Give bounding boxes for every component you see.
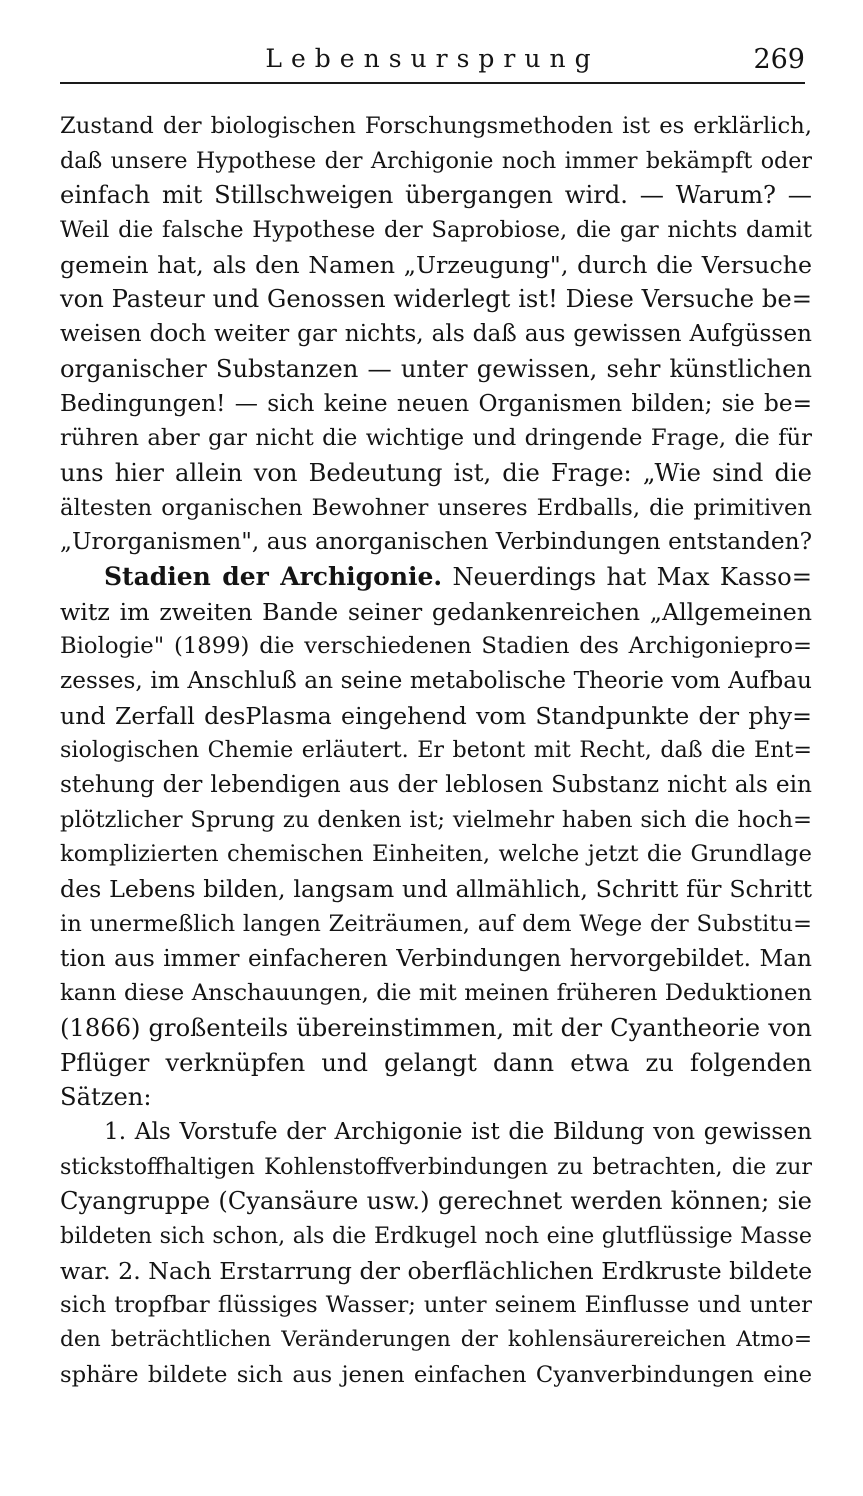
text-line: weisen doch weiter gar nichts, als daß aus gewissen Aufgüssen — [60, 320, 812, 348]
text-line: uns hier allein von Bedeutung ist, die Frage: „Wie sind die — [60, 458, 812, 487]
list-line: stickstoffhaltigen Kohlenstoffverbindungen zu betrachten, die zur — [60, 1153, 812, 1180]
list-line: bildeten sich schon, als die Erdkugel noch eine glutflüssige Masse — [60, 1223, 812, 1249]
text-line: plötzlicher Sprung zu denken ist; vielmehr haben sich die hoch= — [60, 806, 812, 833]
text-line: „Urorganismen", aus anorganischen Verbindungen entstanden? — [60, 528, 812, 556]
list-line: sphäre bildete sich aus jenen einfachen Cyanverbindungen eine — [60, 1361, 812, 1388]
text-line: daß unsere Hypothese der Archigonie noch immer bekämpft oder — [60, 147, 812, 174]
page-number: 269 — [753, 44, 805, 75]
text-line: Sätzen: — [60, 1083, 152, 1112]
list-line: 1. Als Vorstufe der Archigonie ist die Bildung von gewissen — [104, 1117, 812, 1145]
text-line: (1866) großenteils übereinstimmen, mit der Cyantheorie von — [60, 1013, 812, 1042]
list-line: sich tropfbar flüssiges Wasser; unter seinem Einflusse und unter — [60, 1292, 812, 1319]
text-line: rühren aber gar nicht die wichtige und dringende Frage, die für — [60, 425, 812, 452]
text-line: Weil die falsche Hypothese der Saprobiose, die gar nichts damit — [60, 217, 812, 244]
list-line: Cyangruppe (Cyansäure usw.) gerechnet werden können; sie — [60, 1187, 812, 1216]
text-line: ältesten organischen Bewohner unseres Erdballs, die primitiven — [60, 494, 812, 521]
text-line: komplizierten chemischen Einheiten, welche jetzt die Grundlage — [60, 841, 812, 868]
text-line: organischer Substanzen — unter gewissen, sehr künstlichen — [60, 354, 812, 383]
section-first-line-text: Neuerdings hat Max Kasso= — [452, 562, 812, 591]
text-line: tion aus immer einfacheren Verbindungen hervorgebildet. Man — [60, 944, 812, 972]
list-line: den beträchtlichen Veränderungen der kohlensäurereichen Atmo= — [60, 1327, 812, 1353]
text-line: von Pasteur und Genossen widerlegt ist! Diese Versuche be= — [60, 285, 812, 314]
text-line: Pflüger verknüpfen und gelangt dann etwa zu folgenden — [60, 1048, 812, 1077]
body-text — [60, 109, 812, 1392]
running-head — [60, 40, 805, 84]
text-line: siologischen Chemie erläutert. Er betont mit Recht, daß die Ent= — [60, 737, 812, 764]
section-start-line — [60, 560, 812, 595]
text-line: Zustand der biologischen Forschungsmethoden ist es erklärlich, — [60, 113, 812, 139]
text-line: stehung der lebendigen aus der leblosen Substanz nicht als ein — [60, 771, 812, 799]
list-line: war. 2. Nach Erstarrung der oberflächlichen Erdkruste bildete — [60, 1256, 813, 1285]
text-line: des Lebens bilden, langsam und allmählich, Schritt für Schritt — [60, 875, 812, 904]
text-line: witz im zweiten Bande seiner gedankenreichen „Allgemeinen — [60, 597, 812, 626]
text-line: Bedingungen! — sich keine neuen Organismen bilden; sie be= — [60, 389, 812, 417]
text-line: kann diese Anschauungen, die mit meinen früheren Deduktionen — [60, 980, 812, 1007]
text-line: und Zerfall desPlasma eingehend vom Standpunkte der phy= — [60, 701, 812, 730]
text-line: Biologie" (1899) die verschiedenen Stadien des Archigoniepro= — [60, 633, 812, 660]
text-line: zesses, im Anschluß an seine metabolische Theorie vom Aufbau — [60, 667, 812, 694]
section-heading: Stadien der Archigonie. — [104, 561, 443, 591]
running-title: Lebensursprung — [265, 44, 600, 73]
text-line: einfach mit Stillschweigen übergangen wird. — Warum? — — [60, 181, 812, 210]
text-line: gemein hat, als den Namen „Urzeugung", durch die Versuche — [60, 250, 812, 279]
text-line: in unermeßlich langen Zeiträumen, auf dem Wege der Substitu= — [60, 910, 812, 937]
